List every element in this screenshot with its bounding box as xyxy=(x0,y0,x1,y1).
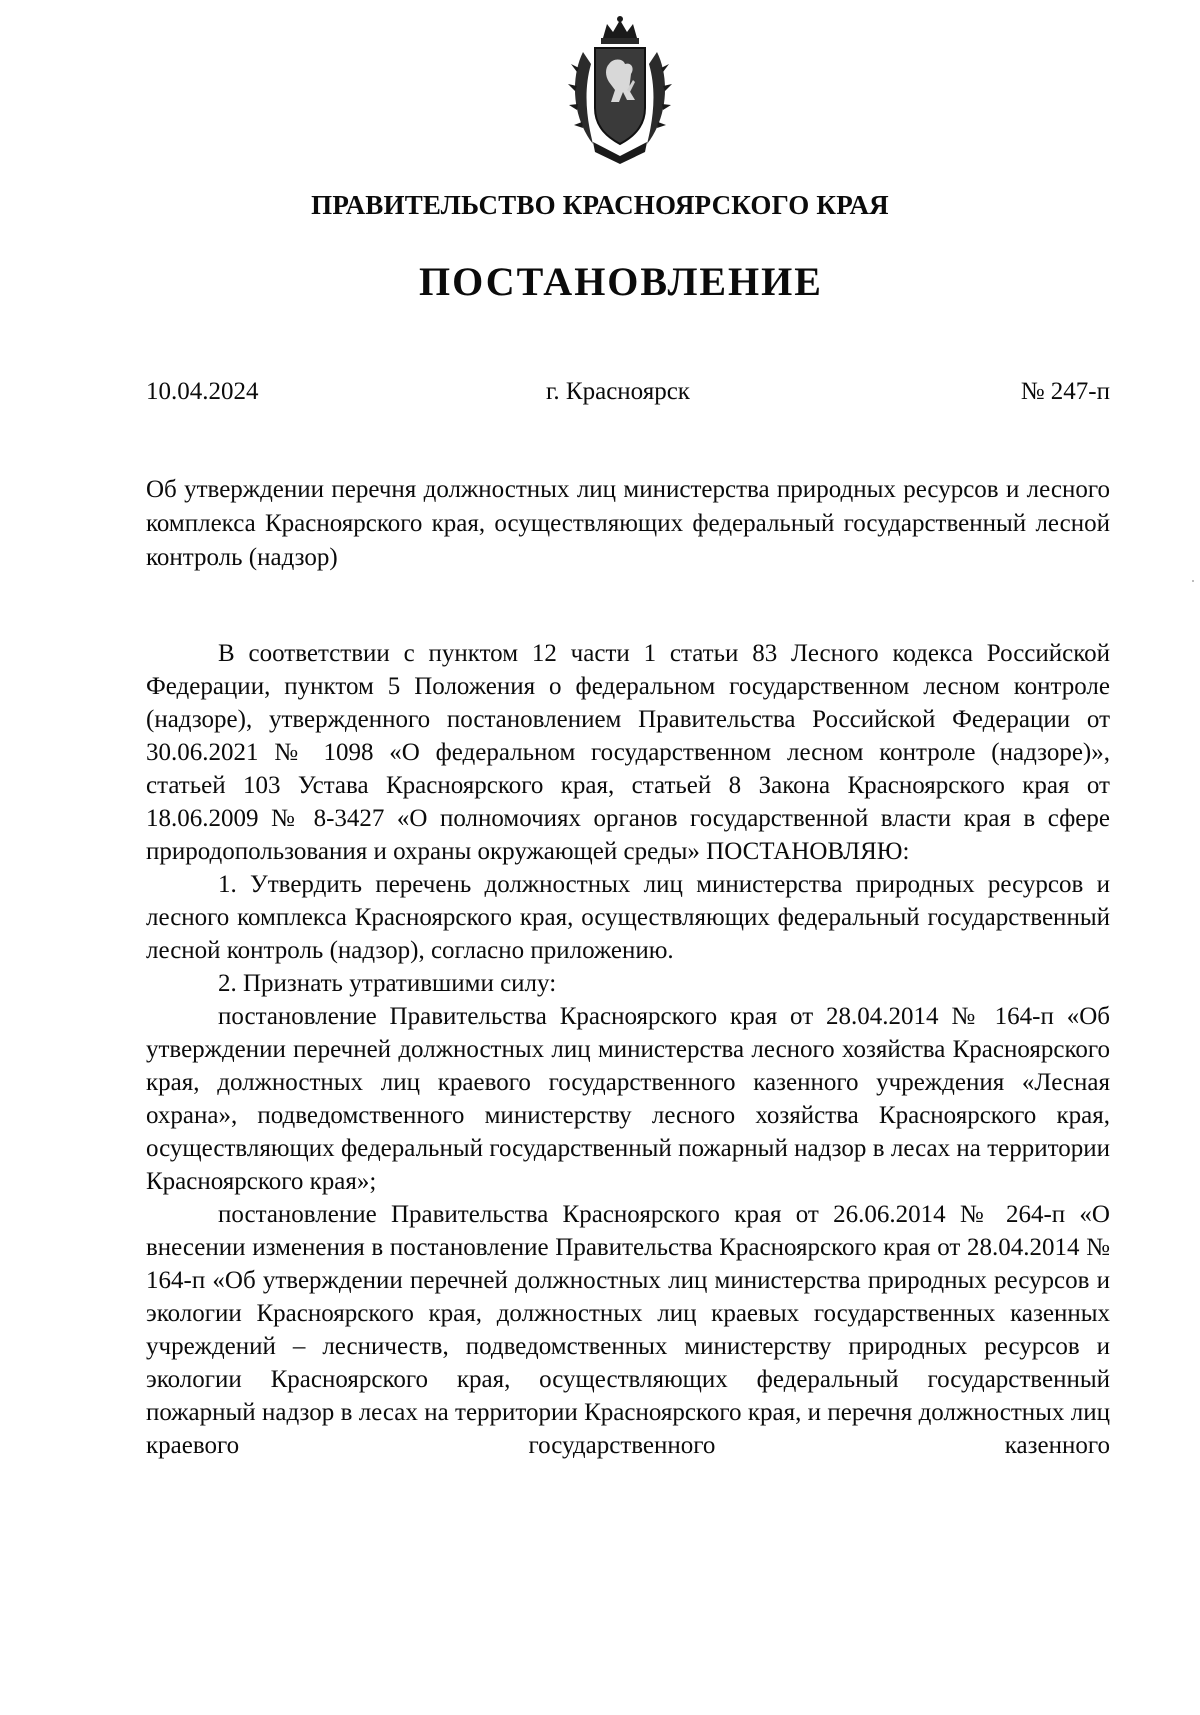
document-body xyxy=(146,637,1110,1462)
repeal-1-paragraph: постановление Правительства Красноярского края от 28.04.2014 № 164-п «Об утверждении перечней должностных лиц министерства лесного хозяйства Красноярского края, должностных лиц краевого государственного казенного учреждения «Лесная охрана», подведомственного министерству лесного хозяйства Красноярского края, осуществляющих федеральный государственный пожарный надзор в лесах на территории Красноярского края»; xyxy=(146,1003,1110,1195)
document-city: г. Красноярск xyxy=(546,378,690,405)
item-2-paragraph: 2. Признать утратившими силу: xyxy=(218,970,557,997)
government-name: ПРАВИТЕЛЬСТВО КРАСНОЯРСКОГО КРАЯ xyxy=(311,190,889,220)
document-date: 10.04.2024 xyxy=(146,378,259,405)
preamble-paragraph: В соответствии с пунктом 12 части 1 статьи 83 Лесного кодекса Российской Федерации, пунктом 5 Положения о федеральном государственном лесном контроле (надзоре), утвержденного постановлением Правительства Российской Федерации от 30.06.2021 № 1098 «О федеральном государственном лесном контроле (надзоре)», статьей 103 Устава Красноярского края, статьей 8 Закона Красноярского края от 18.06.2009 № 8-3427 «О полномочиях органов государственной власти края в сфере природопользования и охраны окружающей среды» ПОСТАНОВЛЯЮ: xyxy=(146,640,1110,865)
item-1-paragraph: 1. Утвердить перечень должностных лиц министерства природных ресурсов и лесного комплекса Красноярского края, осуществляющих федеральный государственный лесной контроль (надзор), согласно приложению. xyxy=(146,871,1110,964)
document-meta xyxy=(146,378,1110,412)
document-type-title: ПОСТАНОВЛЕНИЕ xyxy=(419,259,823,304)
document-number: № 247-п xyxy=(1020,378,1110,405)
document-subject: Об утверждении перечня должностных лиц министерства природных ресурсов и лесного комплекса Красноярского края, осуществляющих федеральный государственный лесной контроль (надзор) xyxy=(146,476,1110,571)
scan-artifact xyxy=(1192,580,1194,582)
coat-of-arms-icon xyxy=(565,16,675,166)
repeal-2-paragraph: постановление Правительства Красноярского края от 26.06.2014 № 264-п «О внесении изменения в постановление Правительства Красноярского края от 28.04.2014 № 164-п «Об утверждении перечней должностных лиц министерства природных ресурсов и экологии Красноярского края, должностных лиц краевых государственных казенных учреждений – лесничеств, подведомственных министерству природных ресурсов и экологии Красноярского края, осуществляющих федеральный государственный пожарный надзор в лесах на территории Красноярского края, и перечня должностных лиц краевого государственного казенного xyxy=(146,1201,1110,1459)
